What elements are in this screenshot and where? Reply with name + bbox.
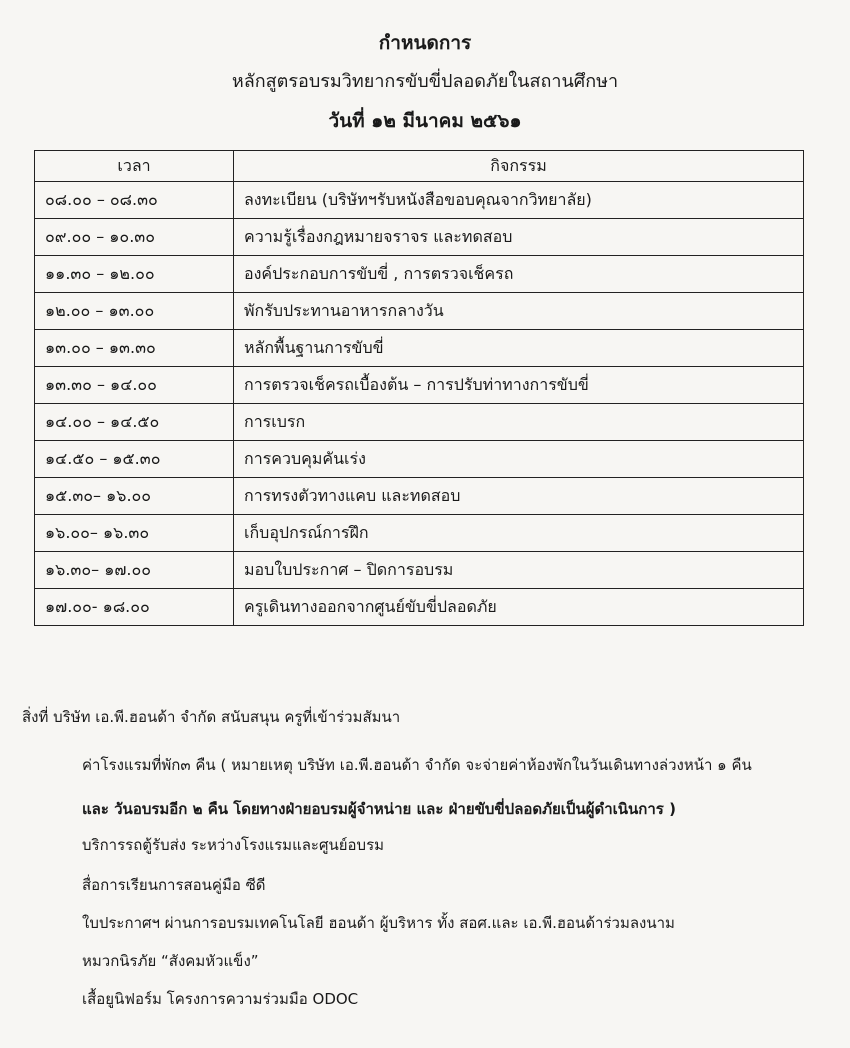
header-activity: กิจกรรม [234, 151, 804, 182]
row-activity: องค์ประกอบการขับขี่ , การตรวจเช็ครถ [234, 256, 804, 293]
header-time: เวลา [35, 151, 234, 182]
table-header-row [35, 151, 804, 182]
row-activity: พักรับประทานอาหารกลางวัน [234, 293, 804, 330]
document-title: กำหนดการ [378, 32, 472, 54]
table-row [35, 182, 804, 219]
row-time: ๑๕.๓๐– ๑๖.๐๐ [35, 478, 234, 515]
table-row [35, 367, 804, 404]
notes-lead: สิ่งที่ บริษัท เอ.พี.ฮอนด้า จำกัด สนับสนุน ครูที่เข้าร่วมสัมนา [22, 708, 401, 726]
row-time: ๑๔.๐๐ – ๑๔.๕๐ [35, 404, 234, 441]
row-activity: มอบใบประกาศ – ปิดการอบรม [234, 552, 804, 589]
table-row [35, 589, 804, 626]
row-activity: เก็บอุปกรณ์การฝึก [234, 515, 804, 552]
row-time: ๑๗.๐๐- ๑๘.๐๐ [35, 589, 234, 626]
note-item-van: บริการรถตู้รับส่ง ระหว่างโรงแรมและศูนย์อบรม [82, 836, 385, 854]
note-item-hotel-continued: และ วันอบรมอีก ๒ คืน โดยทางฝ่ายอบรมผู้จำหน่าย และ ฝ่ายขับขี่ปลอดภัยเป็นผู้ดำเนินการ ) [82, 800, 676, 818]
row-time: ๑๒.๐๐ – ๑๓.๐๐ [35, 293, 234, 330]
note-item-certificate: ใบประกาศฯ ผ่านการอบรมเทคโนโลยี ฮอนด้า ผู้บริหาร ทั้ง สอศ.และ เอ.พี.ฮอนด้าร่วมลงนาม [82, 914, 675, 932]
table-row [35, 515, 804, 552]
row-activity: การทรงตัวทางแคบ และทดสอบ [234, 478, 804, 515]
row-activity: ลงทะเบียน (บริษัทฯรับหนังสือขอบคุณจากวิทยาลัย) [234, 182, 804, 219]
table-row [35, 552, 804, 589]
note-item-uniform: เสื้อยูนิฟอร์ม โครงการความร่วมมือ ODOC [82, 990, 359, 1008]
row-time: ๑๓.๐๐ – ๑๓.๓๐ [35, 330, 234, 367]
table-row [35, 478, 804, 515]
row-activity: หลักพื้นฐานการขับขี่ [234, 330, 804, 367]
table-row [35, 441, 804, 478]
note-item-helmet: หมวกนิรภัย “สังคมหัวแข็ง” [82, 952, 259, 970]
row-activity: การควบคุมคันเร่ง [234, 441, 804, 478]
row-activity: การตรวจเช็ครถเบื้องต้น – การปรับท่าทางการขับขี่ [234, 367, 804, 404]
row-time: ๑๖.๓๐– ๑๗.๐๐ [35, 552, 234, 589]
schedule-table [34, 150, 804, 626]
table-row [35, 219, 804, 256]
table-row [35, 330, 804, 367]
row-time: ๑๔.๕๐ – ๑๕.๓๐ [35, 441, 234, 478]
row-activity: ครูเดินทางออกจากศูนย์ขับขี่ปลอดภัย [234, 589, 804, 626]
row-time: ๑๑.๓๐ – ๑๒.๐๐ [35, 256, 234, 293]
row-time: ๑๖.๐๐– ๑๖.๓๐ [35, 515, 234, 552]
table-row [35, 404, 804, 441]
row-activity: การเบรก [234, 404, 804, 441]
document-subtitle: หลักสูตรอบรมวิทยากรขับขี่ปลอดภัยในสถานศึกษา [231, 71, 619, 92]
row-time: ๑๓.๓๐ – ๑๔.๐๐ [35, 367, 234, 404]
row-activity: ความรู้เรื่องกฎหมายจราจร และทดสอบ [234, 219, 804, 256]
note-item-hotel: ค่าโรงแรมที่พัก๓ คืน ( หมายเหตุ บริษัท เอ.พี.ฮอนด้า จำกัด จะจ่ายค่าห้องพักในวันเดินทางล่วงหน้า ๑ คืน [82, 756, 752, 774]
row-time: ๐๙.๐๐ – ๑๐.๓๐ [35, 219, 234, 256]
row-time: ๐๘.๐๐ – ๐๘.๓๐ [35, 182, 234, 219]
table-row [35, 293, 804, 330]
note-item-materials: สื่อการเรียนการสอนคู่มือ ซีดี [82, 876, 266, 894]
document-date: วันที่ ๑๒ มีนาคม ๒๕๖๑ [328, 110, 522, 132]
table-row [35, 256, 804, 293]
